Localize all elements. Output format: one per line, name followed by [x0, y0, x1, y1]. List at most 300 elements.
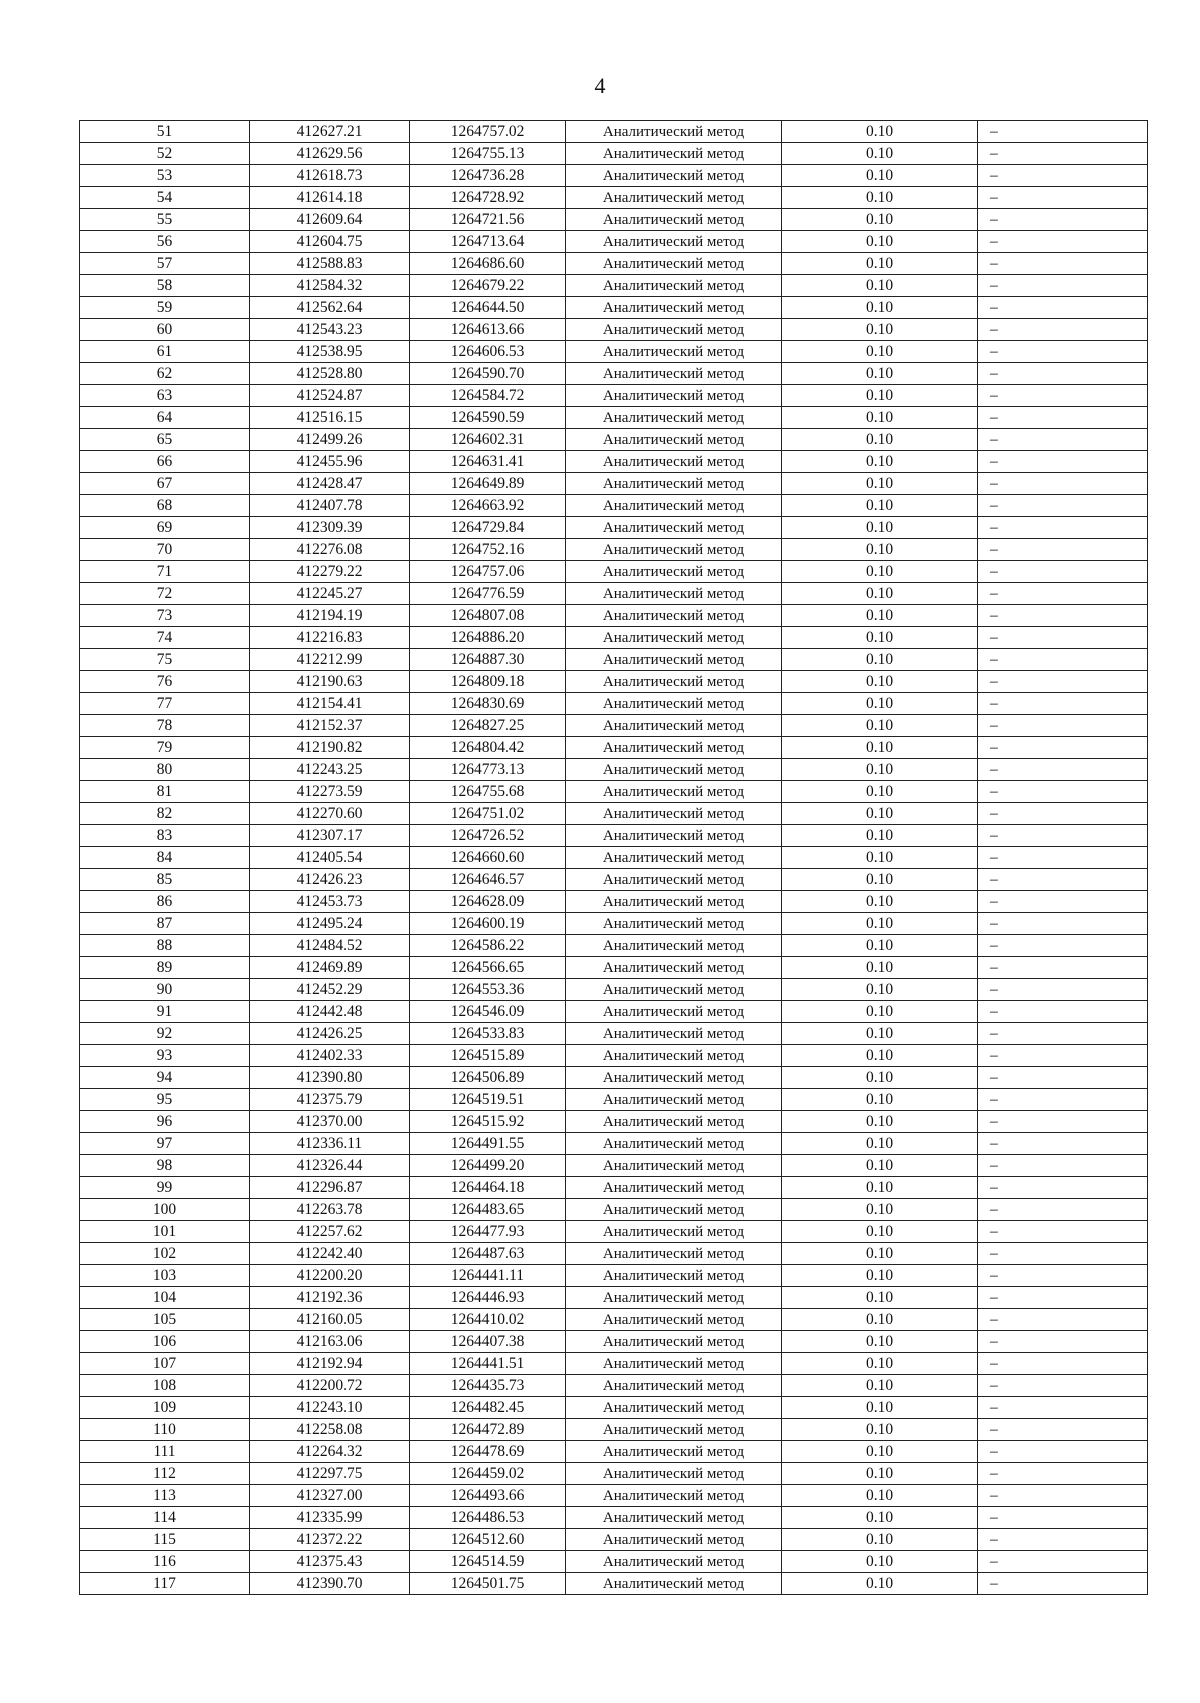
- y-coordinate-cell: 1264751.02: [410, 803, 566, 825]
- point-number-cell: 92: [80, 1023, 250, 1045]
- x-coordinate-cell: 412627.21: [250, 121, 410, 143]
- table-row: [80, 1089, 1148, 1111]
- x-coordinate-cell: 412469.89: [250, 957, 410, 979]
- accuracy-cell: 0.10: [782, 627, 978, 649]
- x-coordinate-cell: 412327.00: [250, 1485, 410, 1507]
- description-cell: –: [978, 781, 1148, 803]
- table-row: [80, 759, 1148, 781]
- method-cell: Аналитический метод: [566, 935, 782, 957]
- y-coordinate-cell: 1264501.75: [410, 1573, 566, 1595]
- point-number-cell: 93: [80, 1045, 250, 1067]
- accuracy-cell: 0.10: [782, 1045, 978, 1067]
- method-cell: Аналитический метод: [566, 649, 782, 671]
- accuracy-cell: 0.10: [782, 231, 978, 253]
- y-coordinate-cell: 1264728.92: [410, 187, 566, 209]
- accuracy-cell: 0.10: [782, 1441, 978, 1463]
- accuracy-cell: 0.10: [782, 209, 978, 231]
- table-row: [80, 165, 1148, 187]
- point-number-cell: 85: [80, 869, 250, 891]
- method-cell: Аналитический метод: [566, 1067, 782, 1089]
- point-number-cell: 106: [80, 1331, 250, 1353]
- point-number-cell: 69: [80, 517, 250, 539]
- y-coordinate-cell: 1264512.60: [410, 1529, 566, 1551]
- point-number-cell: 51: [80, 121, 250, 143]
- x-coordinate-cell: 412499.26: [250, 429, 410, 451]
- point-number-cell: 113: [80, 1485, 250, 1507]
- x-coordinate-cell: 412270.60: [250, 803, 410, 825]
- table-row: [80, 121, 1148, 143]
- y-coordinate-cell: 1264533.83: [410, 1023, 566, 1045]
- y-coordinate-cell: 1264773.13: [410, 759, 566, 781]
- description-cell: –: [978, 1045, 1148, 1067]
- method-cell: Аналитический метод: [566, 407, 782, 429]
- table-row: [80, 1199, 1148, 1221]
- y-coordinate-cell: 1264729.84: [410, 517, 566, 539]
- point-number-cell: 100: [80, 1199, 250, 1221]
- point-number-cell: 84: [80, 847, 250, 869]
- table-row: [80, 935, 1148, 957]
- x-coordinate-cell: 412452.29: [250, 979, 410, 1001]
- accuracy-cell: 0.10: [782, 1089, 978, 1111]
- point-number-cell: 73: [80, 605, 250, 627]
- point-number-cell: 88: [80, 935, 250, 957]
- description-cell: –: [978, 693, 1148, 715]
- y-coordinate-cell: 1264435.73: [410, 1375, 566, 1397]
- method-cell: Аналитический метод: [566, 297, 782, 319]
- description-cell: –: [978, 1287, 1148, 1309]
- y-coordinate-cell: 1264506.89: [410, 1067, 566, 1089]
- y-coordinate-cell: 1264736.28: [410, 165, 566, 187]
- point-number-cell: 89: [80, 957, 250, 979]
- point-number-cell: 82: [80, 803, 250, 825]
- y-coordinate-cell: 1264721.56: [410, 209, 566, 231]
- description-cell: –: [978, 627, 1148, 649]
- description-cell: –: [978, 1419, 1148, 1441]
- y-coordinate-cell: 1264519.51: [410, 1089, 566, 1111]
- y-coordinate-cell: 1264407.38: [410, 1331, 566, 1353]
- table-row: [80, 891, 1148, 913]
- table-row: [80, 1441, 1148, 1463]
- accuracy-cell: 0.10: [782, 1111, 978, 1133]
- description-cell: –: [978, 979, 1148, 1001]
- point-number-cell: 109: [80, 1397, 250, 1419]
- table-row: [80, 583, 1148, 605]
- y-coordinate-cell: 1264804.42: [410, 737, 566, 759]
- table-row: [80, 1573, 1148, 1595]
- table-row: [80, 825, 1148, 847]
- table-row: [80, 803, 1148, 825]
- method-cell: Аналитический метод: [566, 1243, 782, 1265]
- table-row: [80, 1001, 1148, 1023]
- x-coordinate-cell: 412516.15: [250, 407, 410, 429]
- y-coordinate-cell: 1264514.59: [410, 1551, 566, 1573]
- accuracy-cell: 0.10: [782, 1507, 978, 1529]
- table-row: [80, 693, 1148, 715]
- point-number-cell: 64: [80, 407, 250, 429]
- accuracy-cell: 0.10: [782, 891, 978, 913]
- description-cell: –: [978, 1155, 1148, 1177]
- accuracy-cell: 0.10: [782, 143, 978, 165]
- y-coordinate-cell: 1264546.09: [410, 1001, 566, 1023]
- description-cell: –: [978, 869, 1148, 891]
- method-cell: Аналитический метод: [566, 341, 782, 363]
- method-cell: Аналитический метод: [566, 781, 782, 803]
- method-cell: Аналитический метод: [566, 385, 782, 407]
- x-coordinate-cell: 412279.22: [250, 561, 410, 583]
- accuracy-cell: 0.10: [782, 1309, 978, 1331]
- x-coordinate-cell: 412163.06: [250, 1331, 410, 1353]
- accuracy-cell: 0.10: [782, 1155, 978, 1177]
- x-coordinate-cell: 412154.41: [250, 693, 410, 715]
- description-cell: –: [978, 429, 1148, 451]
- table-row: [80, 1287, 1148, 1309]
- x-coordinate-cell: 412588.83: [250, 253, 410, 275]
- y-coordinate-cell: 1264486.53: [410, 1507, 566, 1529]
- method-cell: Аналитический метод: [566, 1441, 782, 1463]
- description-cell: –: [978, 275, 1148, 297]
- method-cell: Аналитический метод: [566, 1111, 782, 1133]
- y-coordinate-cell: 1264493.66: [410, 1485, 566, 1507]
- x-coordinate-cell: 412258.08: [250, 1419, 410, 1441]
- point-number-cell: 59: [80, 297, 250, 319]
- table-row: [80, 715, 1148, 737]
- accuracy-cell: 0.10: [782, 979, 978, 1001]
- table-row: [80, 1155, 1148, 1177]
- x-coordinate-cell: 412307.17: [250, 825, 410, 847]
- accuracy-cell: 0.10: [782, 649, 978, 671]
- accuracy-cell: 0.10: [782, 1375, 978, 1397]
- method-cell: Аналитический метод: [566, 451, 782, 473]
- method-cell: Аналитический метод: [566, 1199, 782, 1221]
- accuracy-cell: 0.10: [782, 847, 978, 869]
- y-coordinate-cell: 1264886.20: [410, 627, 566, 649]
- y-coordinate-cell: 1264584.72: [410, 385, 566, 407]
- table-row: [80, 1397, 1148, 1419]
- y-coordinate-cell: 1264660.60: [410, 847, 566, 869]
- description-cell: –: [978, 1463, 1148, 1485]
- accuracy-cell: 0.10: [782, 1177, 978, 1199]
- table-row: [80, 1529, 1148, 1551]
- table-row: [80, 737, 1148, 759]
- description-cell: –: [978, 1177, 1148, 1199]
- accuracy-cell: 0.10: [782, 737, 978, 759]
- method-cell: Аналитический метод: [566, 891, 782, 913]
- accuracy-cell: 0.10: [782, 539, 978, 561]
- x-coordinate-cell: 412405.54: [250, 847, 410, 869]
- accuracy-cell: 0.10: [782, 495, 978, 517]
- description-cell: –: [978, 1507, 1148, 1529]
- description-cell: –: [978, 1133, 1148, 1155]
- y-coordinate-cell: 1264590.59: [410, 407, 566, 429]
- x-coordinate-cell: 412562.64: [250, 297, 410, 319]
- table-row: [80, 671, 1148, 693]
- description-cell: –: [978, 1485, 1148, 1507]
- description-cell: –: [978, 231, 1148, 253]
- description-cell: –: [978, 407, 1148, 429]
- description-cell: –: [978, 187, 1148, 209]
- x-coordinate-cell: 412264.32: [250, 1441, 410, 1463]
- x-coordinate-cell: 412375.43: [250, 1551, 410, 1573]
- accuracy-cell: 0.10: [782, 253, 978, 275]
- x-coordinate-cell: 412584.32: [250, 275, 410, 297]
- accuracy-cell: 0.10: [782, 451, 978, 473]
- x-coordinate-cell: 412614.18: [250, 187, 410, 209]
- y-coordinate-cell: 1264553.36: [410, 979, 566, 1001]
- method-cell: Аналитический метод: [566, 627, 782, 649]
- description-cell: –: [978, 803, 1148, 825]
- y-coordinate-cell: 1264464.18: [410, 1177, 566, 1199]
- accuracy-cell: 0.10: [782, 1529, 978, 1551]
- point-number-cell: 87: [80, 913, 250, 935]
- point-number-cell: 105: [80, 1309, 250, 1331]
- accuracy-cell: 0.10: [782, 1265, 978, 1287]
- y-coordinate-cell: 1264713.64: [410, 231, 566, 253]
- table-row: [80, 1111, 1148, 1133]
- table-row: [80, 1023, 1148, 1045]
- x-coordinate-cell: 412257.62: [250, 1221, 410, 1243]
- point-number-cell: 91: [80, 1001, 250, 1023]
- accuracy-cell: 0.10: [782, 605, 978, 627]
- table-row: [80, 363, 1148, 385]
- x-coordinate-cell: 412426.25: [250, 1023, 410, 1045]
- method-cell: Аналитический метод: [566, 1397, 782, 1419]
- method-cell: Аналитический метод: [566, 1089, 782, 1111]
- point-number-cell: 71: [80, 561, 250, 583]
- point-number-cell: 76: [80, 671, 250, 693]
- table-row: [80, 1353, 1148, 1375]
- point-number-cell: 115: [80, 1529, 250, 1551]
- y-coordinate-cell: 1264477.93: [410, 1221, 566, 1243]
- accuracy-cell: 0.10: [782, 297, 978, 319]
- table-row: [80, 495, 1148, 517]
- description-cell: –: [978, 1397, 1148, 1419]
- accuracy-cell: 0.10: [782, 781, 978, 803]
- table-row: [80, 341, 1148, 363]
- point-number-cell: 96: [80, 1111, 250, 1133]
- method-cell: Аналитический метод: [566, 1309, 782, 1331]
- accuracy-cell: 0.10: [782, 869, 978, 891]
- accuracy-cell: 0.10: [782, 1133, 978, 1155]
- coordinates-table: [79, 120, 1148, 1595]
- x-coordinate-cell: 412335.99: [250, 1507, 410, 1529]
- point-number-cell: 54: [80, 187, 250, 209]
- y-coordinate-cell: 1264491.55: [410, 1133, 566, 1155]
- point-number-cell: 111: [80, 1441, 250, 1463]
- y-coordinate-cell: 1264478.69: [410, 1441, 566, 1463]
- y-coordinate-cell: 1264482.45: [410, 1397, 566, 1419]
- table-row: [80, 1243, 1148, 1265]
- table-row: [80, 869, 1148, 891]
- table-row: [80, 275, 1148, 297]
- coordinates-table-body: [80, 121, 1148, 1595]
- point-number-cell: 108: [80, 1375, 250, 1397]
- point-number-cell: 104: [80, 1287, 250, 1309]
- accuracy-cell: 0.10: [782, 913, 978, 935]
- x-coordinate-cell: 412390.80: [250, 1067, 410, 1089]
- table-row: [80, 913, 1148, 935]
- table-row: [80, 1265, 1148, 1287]
- accuracy-cell: 0.10: [782, 275, 978, 297]
- x-coordinate-cell: 412618.73: [250, 165, 410, 187]
- accuracy-cell: 0.10: [782, 429, 978, 451]
- table-row: [80, 1463, 1148, 1485]
- description-cell: –: [978, 1001, 1148, 1023]
- x-coordinate-cell: 412407.78: [250, 495, 410, 517]
- x-coordinate-cell: 412242.40: [250, 1243, 410, 1265]
- method-cell: Аналитический метод: [566, 1133, 782, 1155]
- description-cell: –: [978, 385, 1148, 407]
- y-coordinate-cell: 1264483.65: [410, 1199, 566, 1221]
- method-cell: Аналитический метод: [566, 1529, 782, 1551]
- table-row: [80, 605, 1148, 627]
- method-cell: Аналитический метод: [566, 1001, 782, 1023]
- method-cell: Аналитический метод: [566, 209, 782, 231]
- accuracy-cell: 0.10: [782, 187, 978, 209]
- x-coordinate-cell: 412524.87: [250, 385, 410, 407]
- table-row: [80, 649, 1148, 671]
- x-coordinate-cell: 412372.22: [250, 1529, 410, 1551]
- method-cell: Аналитический метод: [566, 495, 782, 517]
- table-row: [80, 1419, 1148, 1441]
- x-coordinate-cell: 412528.80: [250, 363, 410, 385]
- x-coordinate-cell: 412629.56: [250, 143, 410, 165]
- method-cell: Аналитический метод: [566, 1045, 782, 1067]
- description-cell: –: [978, 737, 1148, 759]
- x-coordinate-cell: 412296.87: [250, 1177, 410, 1199]
- point-number-cell: 70: [80, 539, 250, 561]
- y-coordinate-cell: 1264606.53: [410, 341, 566, 363]
- method-cell: Аналитический метод: [566, 605, 782, 627]
- accuracy-cell: 0.10: [782, 1573, 978, 1595]
- accuracy-cell: 0.10: [782, 1419, 978, 1441]
- description-cell: –: [978, 121, 1148, 143]
- accuracy-cell: 0.10: [782, 957, 978, 979]
- point-number-cell: 114: [80, 1507, 250, 1529]
- y-coordinate-cell: 1264515.89: [410, 1045, 566, 1067]
- table-row: [80, 209, 1148, 231]
- x-coordinate-cell: 412484.52: [250, 935, 410, 957]
- point-number-cell: 78: [80, 715, 250, 737]
- y-coordinate-cell: 1264752.16: [410, 539, 566, 561]
- point-number-cell: 80: [80, 759, 250, 781]
- x-coordinate-cell: 412336.11: [250, 1133, 410, 1155]
- point-number-cell: 86: [80, 891, 250, 913]
- accuracy-cell: 0.10: [782, 1199, 978, 1221]
- method-cell: Аналитический метод: [566, 231, 782, 253]
- point-number-cell: 81: [80, 781, 250, 803]
- x-coordinate-cell: 412216.83: [250, 627, 410, 649]
- y-coordinate-cell: 1264613.66: [410, 319, 566, 341]
- table-row: [80, 1067, 1148, 1089]
- y-coordinate-cell: 1264631.41: [410, 451, 566, 473]
- y-coordinate-cell: 1264755.13: [410, 143, 566, 165]
- accuracy-cell: 0.10: [782, 121, 978, 143]
- accuracy-cell: 0.10: [782, 1485, 978, 1507]
- point-number-cell: 110: [80, 1419, 250, 1441]
- point-number-cell: 68: [80, 495, 250, 517]
- accuracy-cell: 0.10: [782, 803, 978, 825]
- table-row: [80, 517, 1148, 539]
- method-cell: Аналитический метод: [566, 1331, 782, 1353]
- table-row: [80, 231, 1148, 253]
- x-coordinate-cell: 412538.95: [250, 341, 410, 363]
- point-number-cell: 117: [80, 1573, 250, 1595]
- description-cell: –: [978, 957, 1148, 979]
- table-row: [80, 1133, 1148, 1155]
- point-number-cell: 57: [80, 253, 250, 275]
- accuracy-cell: 0.10: [782, 1001, 978, 1023]
- point-number-cell: 98: [80, 1155, 250, 1177]
- accuracy-cell: 0.10: [782, 1067, 978, 1089]
- description-cell: –: [978, 1023, 1148, 1045]
- y-coordinate-cell: 1264827.25: [410, 715, 566, 737]
- description-cell: –: [978, 1111, 1148, 1133]
- description-cell: –: [978, 715, 1148, 737]
- table-row: [80, 781, 1148, 803]
- accuracy-cell: 0.10: [782, 517, 978, 539]
- y-coordinate-cell: 1264757.02: [410, 121, 566, 143]
- accuracy-cell: 0.10: [782, 1551, 978, 1573]
- method-cell: Аналитический метод: [566, 1287, 782, 1309]
- description-cell: –: [978, 473, 1148, 495]
- description-cell: –: [978, 825, 1148, 847]
- table-row: [80, 385, 1148, 407]
- description-cell: –: [978, 1353, 1148, 1375]
- description-cell: –: [978, 891, 1148, 913]
- accuracy-cell: 0.10: [782, 1221, 978, 1243]
- method-cell: Аналитический метод: [566, 979, 782, 1001]
- y-coordinate-cell: 1264646.57: [410, 869, 566, 891]
- description-cell: –: [978, 913, 1148, 935]
- method-cell: Аналитический метод: [566, 1221, 782, 1243]
- description-cell: –: [978, 759, 1148, 781]
- accuracy-cell: 0.10: [782, 1331, 978, 1353]
- method-cell: Аналитический метод: [566, 319, 782, 341]
- point-number-cell: 97: [80, 1133, 250, 1155]
- x-coordinate-cell: 412309.39: [250, 517, 410, 539]
- description-cell: –: [978, 253, 1148, 275]
- accuracy-cell: 0.10: [782, 407, 978, 429]
- x-coordinate-cell: 412390.70: [250, 1573, 410, 1595]
- accuracy-cell: 0.10: [782, 1463, 978, 1485]
- y-coordinate-cell: 1264487.63: [410, 1243, 566, 1265]
- method-cell: Аналитический метод: [566, 1265, 782, 1287]
- y-coordinate-cell: 1264441.51: [410, 1353, 566, 1375]
- method-cell: Аналитический метод: [566, 539, 782, 561]
- y-coordinate-cell: 1264459.02: [410, 1463, 566, 1485]
- accuracy-cell: 0.10: [782, 165, 978, 187]
- description-cell: –: [978, 1375, 1148, 1397]
- y-coordinate-cell: 1264757.06: [410, 561, 566, 583]
- method-cell: Аналитический метод: [566, 825, 782, 847]
- description-cell: –: [978, 363, 1148, 385]
- x-coordinate-cell: 412190.63: [250, 671, 410, 693]
- description-cell: –: [978, 319, 1148, 341]
- page-number: 4: [594, 73, 606, 98]
- point-number-cell: 58: [80, 275, 250, 297]
- x-coordinate-cell: 412609.64: [250, 209, 410, 231]
- table-row: [80, 187, 1148, 209]
- x-coordinate-cell: 412212.99: [250, 649, 410, 671]
- point-number-cell: 90: [80, 979, 250, 1001]
- method-cell: Аналитический метод: [566, 847, 782, 869]
- y-coordinate-cell: 1264755.68: [410, 781, 566, 803]
- description-cell: –: [978, 297, 1148, 319]
- description-cell: –: [978, 209, 1148, 231]
- table-row: [80, 1331, 1148, 1353]
- method-cell: Аналитический метод: [566, 1353, 782, 1375]
- method-cell: Аналитический метод: [566, 957, 782, 979]
